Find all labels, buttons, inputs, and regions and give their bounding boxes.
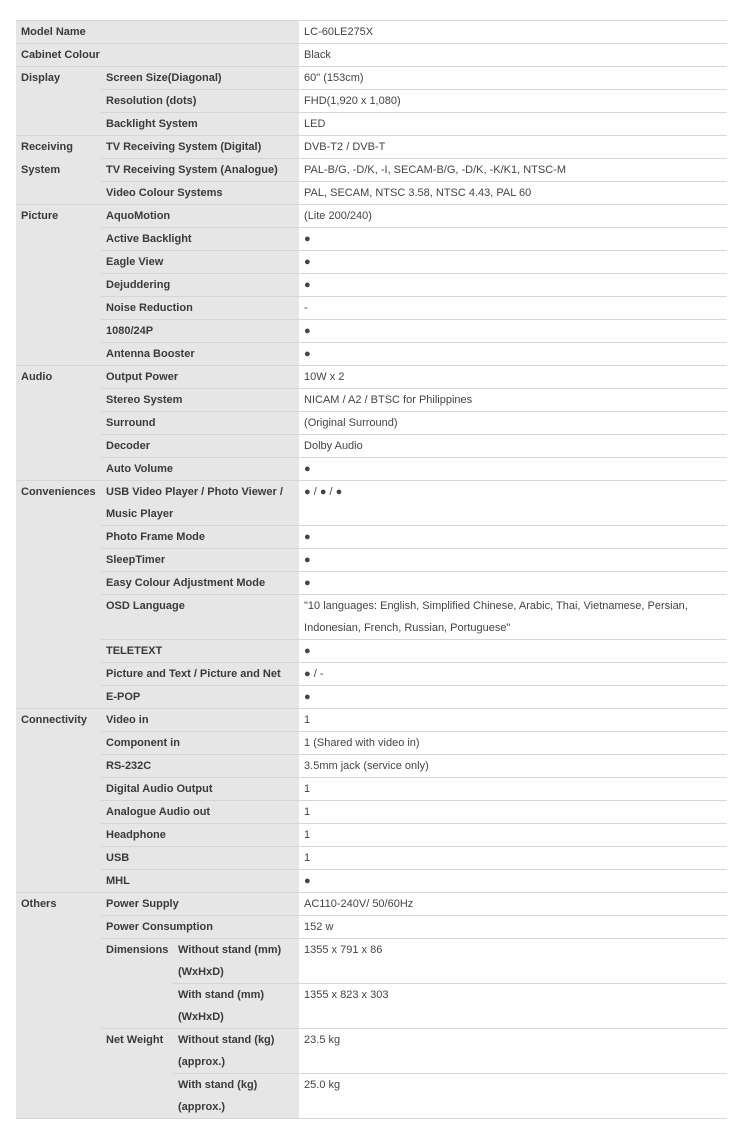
- weight-without-stand-label-line2: (approx.): [178, 1056, 226, 1068]
- spec-row-antenna-booster: [16, 343, 727, 366]
- output-power-value: 10W x 2: [299, 366, 727, 389]
- dim-without-stand-label-line1: Without stand (mm): [178, 944, 282, 956]
- photo-frame-label: Photo Frame Mode: [101, 526, 299, 549]
- cabinet-colour-label: Cabinet Colour: [16, 44, 299, 67]
- digital-audio-output-label: Digital Audio Output: [101, 778, 299, 801]
- screen-size-label: Screen Size(Diagonal): [101, 67, 299, 90]
- section-receiving-label-line1: Receiving: [16, 136, 101, 159]
- analogue-audio-out-value: 1: [299, 801, 727, 824]
- section-conveniences-label: Conveniences: [16, 481, 101, 709]
- dim-without-stand-label: [173, 939, 299, 984]
- stereo-system-value: NICAM / A2 / BTSC for Philippines: [299, 389, 727, 412]
- weight-with-stand-label: [173, 1074, 299, 1119]
- cabinet-colour-value: Black: [299, 44, 727, 67]
- spec-row-picture-and-text: [16, 663, 727, 686]
- surround-value: (Original Surround): [299, 412, 727, 435]
- picture-and-text-value: ● / -: [299, 663, 727, 686]
- model-name-value: LC-60LE275X: [299, 21, 727, 44]
- spec-row-dejuddering: [16, 274, 727, 297]
- easy-colour-value: ●: [299, 572, 727, 595]
- spec-row-cabinet-colour: [16, 44, 727, 67]
- active-backlight-value: ●: [299, 228, 727, 251]
- usb-value: 1: [299, 847, 727, 870]
- spec-row-power-consumption: [16, 916, 727, 939]
- spec-row-noise-reduction: [16, 297, 727, 320]
- dejuddering-value: ●: [299, 274, 727, 297]
- weight-without-stand-label-line1: Without stand (kg): [178, 1034, 275, 1046]
- spec-row-dim-without-stand: [16, 939, 727, 984]
- auto-volume-label: Auto Volume: [101, 458, 299, 481]
- spec-row-usb-player: [16, 481, 727, 526]
- sleep-timer-value: ●: [299, 549, 727, 572]
- teletext-value: ●: [299, 640, 727, 663]
- spec-row-stereo-system: [16, 389, 727, 412]
- section-receiving-label-line2: System: [16, 159, 101, 205]
- dim-with-stand-label-line2: (WxHxD): [178, 1011, 224, 1023]
- power-consumption-value: 152 w: [299, 916, 727, 939]
- mhl-value: ●: [299, 870, 727, 893]
- spec-row-photo-frame: [16, 526, 727, 549]
- spec-row-active-backlight: [16, 228, 727, 251]
- eagle-view-label: Eagle View: [101, 251, 299, 274]
- tv-digital-label: TV Receiving System (Digital): [101, 136, 299, 159]
- photo-frame-value: ●: [299, 526, 727, 549]
- dim-without-stand-label-line2: (WxHxD): [178, 966, 224, 978]
- spec-row-screen-size: [16, 67, 727, 90]
- osd-language-value-line1: "10 languages: English, Simplified Chinese, Arabic, Thai, Vietnamese, Persian,: [304, 600, 688, 612]
- spec-row-teletext: [16, 640, 727, 663]
- aquomotion-value: (Lite 200/240): [299, 205, 727, 228]
- spec-row-weight-without-stand: [16, 1029, 727, 1074]
- resolution-value: FHD(1,920 x 1,080): [299, 90, 727, 113]
- spec-row-auto-volume: [16, 458, 727, 481]
- rs-232c-label: RS-232C: [101, 755, 299, 778]
- resolution-label: Resolution (dots): [101, 90, 299, 113]
- spec-row-backlight-system: [16, 113, 727, 136]
- dim-with-stand-label-line1: With stand (mm): [178, 989, 265, 1001]
- usb-label: USB: [101, 847, 299, 870]
- headphone-label: Headphone: [101, 824, 299, 847]
- video-in-value: 1: [299, 709, 727, 732]
- spec-row-resolution: [16, 90, 727, 113]
- screen-size-value: 60" (153cm): [299, 67, 727, 90]
- spec-row-e-pop: [16, 686, 727, 709]
- output-power-label: Output Power: [101, 366, 299, 389]
- antenna-booster-label: Antenna Booster: [101, 343, 299, 366]
- section-others-label: Others: [16, 893, 101, 1119]
- osd-language-label: OSD Language: [101, 595, 299, 640]
- spec-row-headphone: [16, 824, 727, 847]
- stereo-system-label: Stereo System: [101, 389, 299, 412]
- spec-row-surround: [16, 412, 727, 435]
- model-name-label: Model Name: [16, 21, 299, 44]
- headphone-value: 1: [299, 824, 727, 847]
- net-weight-label: Net Weight: [101, 1029, 173, 1119]
- osd-language-value-line2: Indonesian, French, Russian, Portuguese": [304, 622, 511, 634]
- dim-with-stand-label: [173, 984, 299, 1029]
- usb-player-label-line2: Music Player: [106, 508, 174, 520]
- usb-player-label: [101, 481, 299, 526]
- spec-row-power-supply: [16, 893, 727, 916]
- video-colour-value: PAL, SECAM, NTSC 3.58, NTSC 4.43, PAL 60: [299, 182, 727, 205]
- 1080-24p-label: 1080/24P: [101, 320, 299, 343]
- tv-analogue-label: TV Receiving System (Analogue): [101, 159, 299, 182]
- component-in-label: Component in: [101, 732, 299, 755]
- backlight-system-value: LED: [299, 113, 727, 136]
- spec-row-decoder: [16, 435, 727, 458]
- auto-volume-value: ●: [299, 458, 727, 481]
- section-display-label: Display: [16, 67, 101, 136]
- surround-label: Surround: [101, 412, 299, 435]
- noise-reduction-value: -: [299, 297, 727, 320]
- rs-232c-value: 3.5mm jack (service only): [299, 755, 727, 778]
- backlight-system-label: Backlight System: [101, 113, 299, 136]
- spec-row-video-colour: [16, 182, 727, 205]
- tv-analogue-value: PAL-B/G, -D/K, -I, SECAM-B/G, -D/K, -K/K1, NTSC-M: [299, 159, 727, 182]
- spec-row-eagle-view: [16, 251, 727, 274]
- spec-row-osd-language: [16, 595, 727, 640]
- mhl-label: MHL: [101, 870, 299, 893]
- tv-digital-value: DVB-T2 / DVB-T: [299, 136, 727, 159]
- digital-audio-output-value: 1: [299, 778, 727, 801]
- spec-row-model-name: [16, 21, 727, 44]
- antenna-booster-value: ●: [299, 343, 727, 366]
- dimensions-label: Dimensions: [101, 939, 173, 1029]
- video-in-label: Video in: [101, 709, 299, 732]
- active-backlight-label: Active Backlight: [101, 228, 299, 251]
- easy-colour-label: Easy Colour Adjustment Mode: [101, 572, 299, 595]
- spec-row-1080-24p: [16, 320, 727, 343]
- weight-without-stand-value: 23.5 kg: [299, 1029, 727, 1074]
- power-consumption-label: Power Consumption: [101, 916, 299, 939]
- spec-row-mhl: [16, 870, 727, 893]
- eagle-view-value: ●: [299, 251, 727, 274]
- usb-player-label-line1: USB Video Player / Photo Viewer /: [106, 486, 283, 498]
- weight-with-stand-value: 25.0 kg: [299, 1074, 727, 1119]
- sleep-timer-label: SleepTimer: [101, 549, 299, 572]
- spec-row-aquomotion: [16, 205, 727, 228]
- spec-row-usb: [16, 847, 727, 870]
- analogue-audio-out-label: Analogue Audio out: [101, 801, 299, 824]
- section-audio-label: Audio: [16, 366, 101, 481]
- power-supply-label: Power Supply: [101, 893, 299, 916]
- e-pop-value: ●: [299, 686, 727, 709]
- weight-with-stand-label-line1: With stand (kg): [178, 1079, 258, 1091]
- weight-without-stand-label: [173, 1029, 299, 1074]
- decoder-label: Decoder: [101, 435, 299, 458]
- spec-row-rs-232c: [16, 755, 727, 778]
- weight-with-stand-label-line2: (approx.): [178, 1101, 226, 1113]
- usb-player-value: ● / ● / ●: [299, 481, 727, 526]
- spec-row-digital-audio-output: [16, 778, 727, 801]
- dim-with-stand-value: 1355 x 823 x 303: [299, 984, 727, 1029]
- teletext-label: TELETEXT: [101, 640, 299, 663]
- spec-row-component-in: [16, 732, 727, 755]
- section-connectivity-label: Connectivity: [16, 709, 101, 893]
- component-in-value: 1 (Shared with video in): [299, 732, 727, 755]
- spec-row-tv-analogue: [16, 159, 727, 182]
- dejuddering-label: Dejuddering: [101, 274, 299, 297]
- spec-row-sleep-timer: [16, 549, 727, 572]
- section-picture-label: Picture: [16, 205, 101, 366]
- spec-row-easy-colour: [16, 572, 727, 595]
- aquomotion-label: AquoMotion: [101, 205, 299, 228]
- video-colour-label: Video Colour Systems: [101, 182, 299, 205]
- spec-row-video-in: [16, 709, 727, 732]
- e-pop-label: E-POP: [101, 686, 299, 709]
- dim-without-stand-value: 1355 x 791 x 86: [299, 939, 727, 984]
- spec-table: [16, 20, 727, 1119]
- osd-language-value: [299, 595, 727, 640]
- noise-reduction-label: Noise Reduction: [101, 297, 299, 320]
- power-supply-value: AC110-240V/ 50/60Hz: [299, 893, 727, 916]
- decoder-value: Dolby Audio: [299, 435, 727, 458]
- spec-row-output-power: [16, 366, 727, 389]
- 1080-24p-value: ●: [299, 320, 727, 343]
- spec-row-tv-digital: [16, 136, 727, 159]
- picture-and-text-label: Picture and Text / Picture and Net: [101, 663, 299, 686]
- spec-row-analogue-audio-out: [16, 801, 727, 824]
